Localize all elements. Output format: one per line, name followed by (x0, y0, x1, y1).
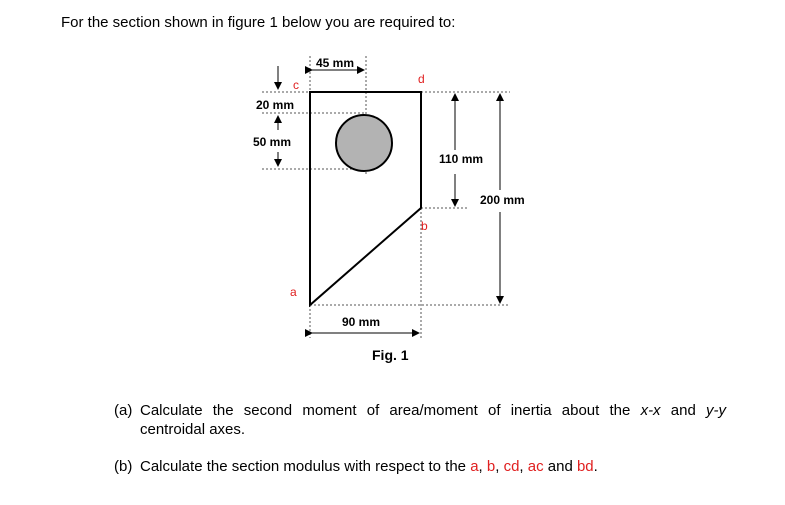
question-a-and: and (660, 402, 706, 419)
question-a (114, 401, 726, 439)
dim-45mm-label: 45 mm (316, 56, 355, 70)
intro-text: For the section shown in figure 1 below you are required to: (61, 14, 456, 31)
extension-lines (262, 56, 510, 338)
dim-110mm-label: 110 mm (439, 152, 484, 166)
dim-200mm-label: 200 mm (480, 193, 525, 207)
dim-50mm-label: 50 mm (253, 135, 292, 149)
axis-x-label: x-x (640, 402, 661, 419)
term-cd: cd (503, 458, 520, 475)
sep-4: and (543, 458, 577, 475)
term-b: b (486, 458, 496, 475)
dim-20mm-label: 20 mm (256, 98, 295, 112)
question-a-line1 (114, 401, 726, 420)
point-c-label: c (293, 78, 299, 92)
term-ac: ac (527, 458, 544, 475)
question-b (114, 457, 726, 476)
term-bd: bd (576, 458, 594, 475)
sep-3: , (519, 458, 528, 475)
point-d-label: d (418, 72, 425, 86)
question-b-end: . (593, 458, 598, 475)
axis-y-label: y-y (705, 402, 726, 419)
figure-caption: Fig. 1 (372, 347, 409, 363)
dim-90mm-label: 90 mm (342, 315, 381, 329)
point-b-label: b (421, 219, 428, 233)
question-b-tag: (b) (114, 458, 133, 475)
sep-2: , (495, 458, 504, 475)
question-a-tag: (a) (114, 402, 133, 419)
point-a-label: a (290, 285, 297, 299)
circular-hole (336, 115, 392, 171)
question-b-text: Calculate the section modulus with respect to the (140, 458, 471, 475)
question-a-text: Calculate the second moment of area/moment of inertia about the (140, 402, 641, 419)
term-a: a (470, 458, 479, 475)
question-a-line2: centroidal axes. (140, 421, 246, 438)
sep-1: , (478, 458, 487, 475)
